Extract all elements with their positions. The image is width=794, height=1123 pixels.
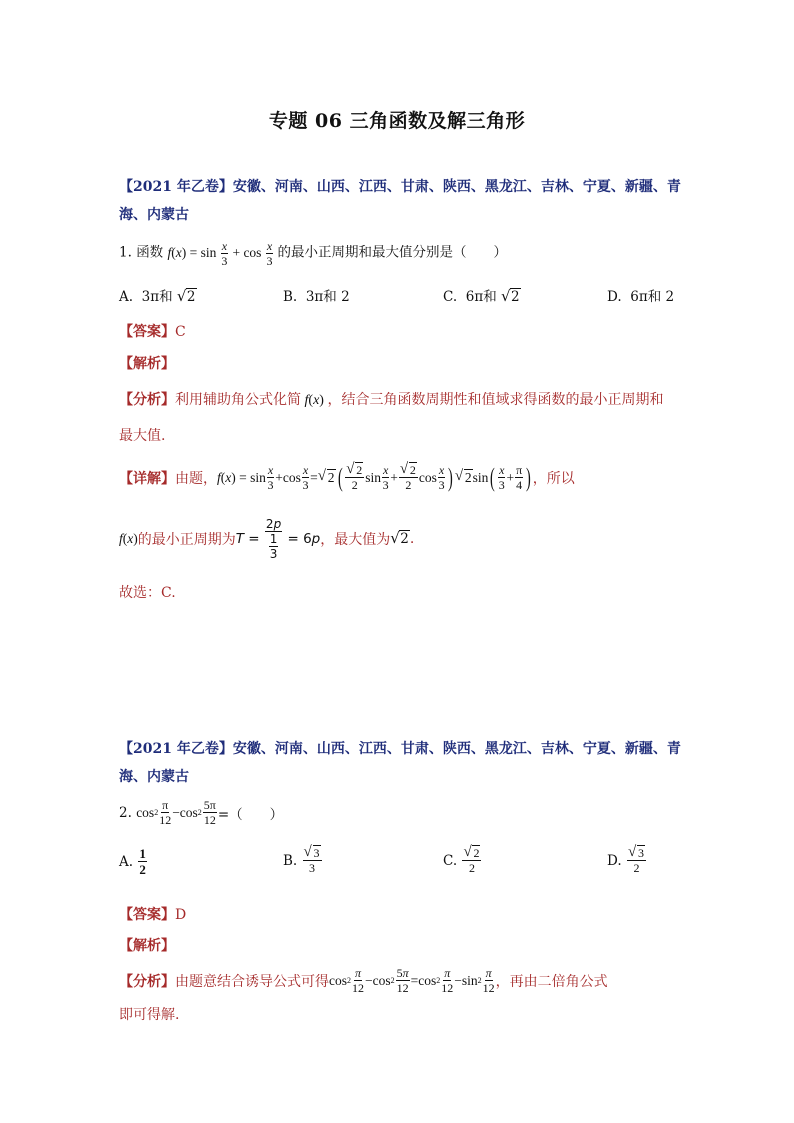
q2-analysis-tag bbox=[119, 935, 175, 955]
q1-option-c-text: 6π和 bbox=[465, 289, 497, 305]
q1-end-dot: . bbox=[409, 531, 415, 547]
q1-xiangjie-tag: 【详解】 bbox=[119, 470, 175, 487]
q1-option-a-sqrt: √ 2 bbox=[177, 289, 197, 305]
q1-answer bbox=[119, 321, 186, 341]
q2-option-c-label: C. bbox=[443, 852, 458, 869]
q2-fenxi-text2: ，再由二倍角公式 bbox=[495, 973, 608, 990]
q2-number: 2. bbox=[119, 804, 132, 821]
q1-number: 1. bbox=[119, 244, 132, 261]
q2-source-header bbox=[119, 735, 681, 791]
q1-option-a[interactable] bbox=[119, 285, 197, 305]
q1-function-formula: f(x) = sin $\frac{x}{3}$ + cos $\frac{x}{3}$ bbox=[167, 239, 273, 268]
q2-option-d-value: √ $\frac{3}{2}$ bbox=[627, 847, 646, 874]
q1-max-text: ，最大值为 bbox=[320, 532, 391, 548]
q2-option-c-value: √ $\frac{2}{2}$ bbox=[462, 847, 481, 874]
q1-xiangjie-suffix: ，所以 bbox=[532, 470, 575, 487]
q2-formula: cos 2 $\frac{\pi}{12}$ −cos 2 $\frac{5\pi}{12}$ bbox=[136, 798, 216, 827]
q1-xiangjie-text1: 由题， bbox=[175, 470, 217, 487]
q1-answer-tag: 【答案】 bbox=[119, 324, 175, 340]
q1-source-header bbox=[119, 173, 681, 229]
page-title: 专题 06 三角函数及解三角形 bbox=[268, 110, 526, 132]
q2-header-line2: 海、内蒙古 bbox=[119, 769, 189, 785]
q1-answer-value: C bbox=[175, 324, 186, 340]
q1-period-fx: f(x) bbox=[119, 531, 138, 546]
q1-option-d[interactable] bbox=[607, 285, 674, 305]
q1-choice: 故选：C. bbox=[119, 585, 176, 601]
q2-fenxi-tag: 【分析】 bbox=[119, 973, 175, 990]
q1-option-b-label: B. bbox=[283, 289, 298, 305]
q2-answer bbox=[119, 904, 186, 924]
q2-option-d[interactable] bbox=[607, 847, 647, 874]
q1-fenxi-line2: 最大值. bbox=[119, 428, 166, 444]
q1-option-b[interactable] bbox=[283, 285, 350, 305]
q1-xiangjie-formula: f ( x ) = sin $\frac{x}{3}$ +cos $\frac{x}{3}$ = √ 2 ( √ $\frac{2}{2}$ sin $\frac{x}{3}$ + √ $\frac{2}{2}$ cos $\frac{x}{3}$ ) √ 2 sin ( $\frac{x}{3}$ + $\frac{\pi}{4}$ ) bbox=[217, 464, 533, 491]
q1-max-sqrt: √ 2 bbox=[390, 531, 410, 547]
q1-period-line bbox=[119, 518, 414, 560]
q1-fenxi-tag: 【分析】 bbox=[119, 392, 175, 408]
q2-answer-value: D bbox=[175, 907, 187, 923]
q1-option-c-sqrt: √ 2 bbox=[501, 289, 521, 305]
q2-fenxi-line2: 即可得解. bbox=[119, 1007, 180, 1023]
q2-option-a-label: A. bbox=[119, 853, 134, 870]
q2-option-b-value: √ $\frac{3}{3}$ bbox=[303, 847, 322, 874]
q2-stem bbox=[119, 799, 283, 826]
q2-fenxi-formula: cos 2 $\frac{\pi}{12}$ −cos 2 $\frac{5\pi}{12}$ =cos 2 $\frac{\pi}{12}$ −sin 2 $\frac{\pi}{12}$ bbox=[329, 966, 495, 995]
q1-option-d-text: 6π和 2 bbox=[630, 289, 675, 305]
q1-stem-suffix: 的最小正周期和最大值分别是（ ） bbox=[277, 244, 508, 261]
q1-header-line2: 海、内蒙古 bbox=[119, 207, 189, 223]
q1-option-b-text: 3π和 2 bbox=[305, 289, 350, 305]
q2-option-b-label: B. bbox=[283, 852, 298, 869]
q2-stem-suffix: =（ ） bbox=[217, 806, 284, 823]
q1-header-line1: 【2021 年乙卷】安徽、河南、山西、江西、甘肃、陕西、黑龙江、吉林、宁夏、新疆、青 bbox=[119, 179, 681, 195]
q1-fenxi-text2: ，结合三角函数周期性和值域求得函数的最小正周期和 bbox=[327, 392, 664, 408]
q2-fenxi-text1: 由题意结合诱导公式可得 bbox=[175, 973, 329, 990]
q2-header-line1: 【2021 年乙卷】安徽、河南、山西、江西、甘肃、陕西、黑龙江、吉林、宁夏、新疆、青 bbox=[119, 741, 681, 757]
q1-option-d-label: D. bbox=[607, 289, 622, 305]
q1-option-a-text: 3π和 bbox=[141, 289, 173, 305]
q1-fenxi-fx: f(x) bbox=[304, 393, 328, 408]
q2-option-d-label: D. bbox=[607, 852, 622, 869]
q1-option-c-label: C. bbox=[443, 289, 458, 305]
q1-stem-prefix: 函数 bbox=[136, 244, 164, 261]
q2-fenxi bbox=[119, 967, 608, 994]
q1-period-text: 的最小正周期为 bbox=[137, 532, 236, 548]
q1-fenxi bbox=[119, 389, 663, 409]
q2-answer-tag: 【答案】 bbox=[119, 907, 175, 923]
q2-analysis-tag-text: 【解析】 bbox=[119, 938, 175, 954]
q2-option-a[interactable] bbox=[119, 847, 148, 876]
q1-period-formula: T = $\frac{2p}{\frac{1}{3}}$ = 6 p bbox=[235, 517, 321, 561]
q1-fenxi-text1: 利用辅助角公式化简 bbox=[175, 392, 301, 408]
q2-option-c[interactable] bbox=[443, 847, 482, 874]
q1-stem bbox=[119, 240, 507, 267]
q1-analysis-tag bbox=[119, 353, 175, 373]
q1-option-c[interactable] bbox=[443, 285, 521, 305]
q2-option-a-value: $\frac{1}{2}$ bbox=[139, 846, 146, 877]
q2-option-b[interactable] bbox=[283, 847, 323, 874]
q1-xiangjie bbox=[119, 464, 575, 491]
q1-option-a-label: A. bbox=[119, 289, 134, 305]
q1-analysis-tag-text: 【解析】 bbox=[119, 356, 175, 372]
